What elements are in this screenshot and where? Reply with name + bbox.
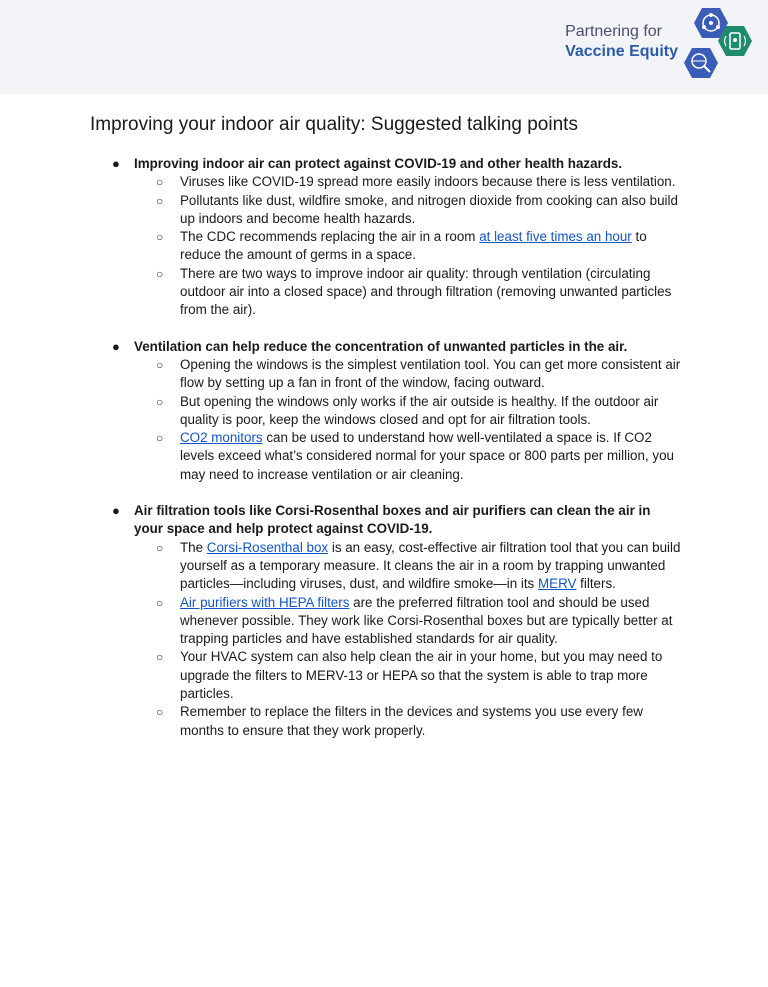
section-air-filtration bbox=[0, 502, 768, 740]
item-text-after-link: are the preferred filtration tool and should be used whenever possible. They work like Corsi-Rosenthal boxes but are typically better at trapping particles and have established standards for air quality. bbox=[180, 594, 673, 647]
list-item bbox=[156, 265, 685, 320]
item-text: Pollutants like dust, wildfire smoke, and nitrogen dioxide from cooking can also build up indoors and become health hazards. bbox=[180, 192, 678, 226]
circle-bullet-icon: ○ bbox=[156, 266, 164, 281]
circle-bullet-icon: ○ bbox=[156, 394, 164, 409]
section-heading: Improving indoor air can protect against COVID-19 and other health hazards. bbox=[134, 156, 623, 171]
link-co2-monitors[interactable]: CO2 monitors bbox=[180, 430, 263, 446]
item-text: Your HVAC system can also help clean the air in your home, but you may need to upgrade the filters to MERV-13 or HEPA so that the system is able to trap more particles. bbox=[180, 649, 663, 702]
talking-points bbox=[0, 155, 768, 758]
item-text-after-link: filters. bbox=[576, 576, 616, 592]
list-item bbox=[156, 173, 685, 191]
section-indoor-air bbox=[0, 155, 768, 320]
magnifier-globe-icon bbox=[684, 48, 718, 78]
list-item bbox=[156, 192, 685, 229]
item-text: Remember to replace the filters in the devices and systems you use every few months to ensure that they work properly. bbox=[180, 704, 643, 738]
circle-bullet-icon: ○ bbox=[156, 540, 164, 555]
bullet-icon: ● bbox=[112, 338, 120, 354]
item-text-before-link: The CDC recommends replacing the air in a room bbox=[180, 229, 480, 245]
list-item bbox=[156, 429, 685, 484]
bullet-icon: ● bbox=[112, 156, 120, 171]
list-item bbox=[156, 594, 685, 649]
list-item bbox=[156, 539, 685, 594]
item-text-before-link: The bbox=[180, 539, 207, 555]
item-text: Viruses like COVID-19 spread more easily indoors because there is less ventilation. bbox=[180, 174, 676, 190]
logo-hexagons bbox=[680, 6, 760, 82]
list-item bbox=[156, 393, 685, 430]
logo-line1: Partnering for bbox=[565, 23, 662, 40]
circle-bullet-icon: ○ bbox=[156, 175, 164, 190]
list-item bbox=[156, 228, 685, 265]
section-heading: Ventilation can help reduce the concentration of unwanted particles in the air. bbox=[134, 338, 628, 354]
circle-bullet-icon: ○ bbox=[156, 595, 164, 610]
page-title: Improving your indoor air quality: Suggested talking points bbox=[90, 114, 578, 135]
list-item bbox=[156, 356, 685, 393]
circle-bullet-icon: ○ bbox=[156, 431, 164, 446]
logo-line2: Vaccine Equity bbox=[565, 43, 678, 60]
item-text-middle: is an easy, cost-effective air filtration tool that you can build yourself as a temporary measure. It cleans the air in a room by trapping unwanted particles—including viruses, dust, and wildfire smoke—in its bbox=[180, 539, 681, 592]
page-header bbox=[0, 0, 768, 94]
link-corsi-rosenthal-box[interactable]: Corsi-Rosenthal box bbox=[206, 539, 329, 555]
list-item bbox=[156, 648, 685, 703]
link-five-times-an-hour[interactable]: at least five times an hour bbox=[479, 229, 632, 245]
logo-text bbox=[565, 22, 678, 62]
item-text: But opening the windows only works if the air outside is healthy. If the outdoor air quality is poor, keep the windows closed and opt for air filtration tools. bbox=[180, 393, 659, 427]
circle-bullet-icon: ○ bbox=[156, 230, 164, 245]
item-text-after-link: can be used to understand how well-ventilated a space is. If CO2 levels exceed what’s considered normal for your space or 800 parts per million, you may need to increase ventilation or air cleaning. bbox=[180, 430, 674, 482]
item-text-after-link: to reduce the amount of germs in a space. bbox=[180, 229, 647, 263]
circle-bullet-icon: ○ bbox=[156, 650, 164, 665]
link-air-purifiers-hepa[interactable]: Air purifiers with HEPA filters bbox=[180, 594, 350, 610]
section-ventilation bbox=[0, 338, 768, 484]
circle-bullet-icon: ○ bbox=[156, 705, 164, 720]
circle-bullet-icon: ○ bbox=[156, 193, 164, 208]
circle-bullet-icon: ○ bbox=[156, 357, 164, 372]
item-text: Opening the windows is the simplest ventilation tool. You can get more consistent air flow by setting up a fan in front of the window, facing outward. bbox=[180, 356, 681, 391]
list-item bbox=[156, 703, 685, 740]
link-merv[interactable]: MERV bbox=[537, 576, 577, 592]
section-heading: Air filtration tools like Corsi-Rosenthal boxes and air purifiers can clean the air in your space and help protect against COVID-19. bbox=[134, 503, 651, 537]
bullet-icon: ● bbox=[112, 503, 120, 519]
item-text: There are two ways to improve indoor air quality: through ventilation (circulating outdoor air into a closed space) and through filtration (removing unwanted particles from the air). bbox=[180, 265, 672, 318]
